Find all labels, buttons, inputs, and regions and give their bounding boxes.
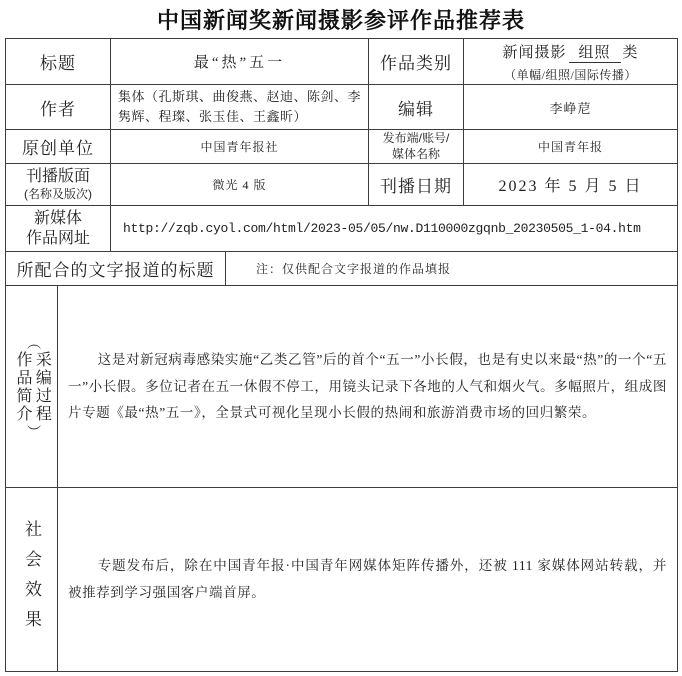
field-value-url: http://zqb.cyol.com/html/2023-05/05/nw.D110000zgqnb_20230505_1-04.htm [111,206,678,252]
field-label-effect [6,488,58,672]
effect-label-text: 社会效果 [22,519,41,640]
row-origin-channel [6,130,678,164]
field-label-editor: 编辑 [369,85,464,130]
field-value-origin: 中国青年报社 [111,130,369,164]
field-label-publish-date: 刊播日期 [369,164,464,206]
row-effect [6,488,678,672]
edition-label-line2: (名称及版次) [24,187,92,202]
field-label-edition [6,164,111,206]
recommendation-form-table [5,38,678,672]
row-author-editor [6,85,678,130]
intro-label-right: 采编过程 [33,350,51,423]
field-label-url [6,206,111,252]
field-label-author: 作者 [6,85,111,130]
field-value-edition: 微光 4 版 [111,164,369,206]
row-title-category [6,39,678,85]
channel-label-line2: 媒体名称 [392,146,441,161]
page-title: 中国新闻奖新闻摄影参评作品推荐表 [156,8,525,33]
intro-label-columns [13,351,51,423]
field-label-channel [369,130,464,164]
url-label-line2: 作品网址 [25,229,90,247]
url-label-line1: 新媒体 [33,209,82,227]
field-label-category: 作品类别 [369,39,464,85]
field-value-intro [58,286,678,488]
category-prefix: 新闻摄影 [502,44,567,61]
field-label-text-report: 所配合的文字报道的标题 [6,252,226,286]
category-options: （单幅/组照/国际传播） [504,67,637,82]
row-intro [6,286,678,488]
field-value-editor: 李峥苨 [464,85,678,130]
intro-paren-open: （ [24,335,39,350]
field-value-effect [58,488,678,672]
effect-paragraph: 专题发布后，除在中国青年报·中国青年网媒体矩阵传播外，还被 111 家媒体网站转载，并被推荐到学习强国客户端首屏。 [68,558,668,600]
field-label-intro [6,286,58,488]
effect-vertical-label [6,520,57,640]
field-value-title: 最“热”五一 [111,39,369,85]
edition-label-line1: 刊播版面 [25,168,90,186]
row-url [6,206,678,252]
intro-paren-close: ） [24,424,39,439]
category-choice: 组照 [569,41,621,63]
intro-vertical-label [6,336,57,438]
intro-paragraph: 这是对新冠病毒感染实施“乙类乙管”后的首个“五一”小长假，也是有史以来最“热”的一个“五一”小长假。多位记者在五一休假不停工，用镜头记录下各地的人气和烟火气。多幅照片，组成图片专题《最“热”五一》，全景式可视化呈现小长假的热闹和旅游消费市场的回归繁荣。 [68,352,668,420]
field-value-publish-date: 2023 年 5 月 5 日 [464,164,678,206]
row-text-report [6,252,678,286]
category-suffix: 类 [622,44,639,61]
field-value-category [464,39,678,85]
field-label-origin: 原创单位 [6,130,111,164]
field-value-author: 集体（孔斯琪、曲俊燕、赵迪、陈剑、李隽辉、程璨、张玉佳、王鑫昕） [111,85,369,130]
channel-label-line1: 发布端/账号/ [382,131,450,146]
category-line [464,41,677,63]
field-value-channel: 中国青年报 [464,130,678,164]
row-edition-date [6,164,678,206]
intro-label-left: 作品简介 [14,350,31,423]
field-label-title: 标题 [6,39,111,85]
field-note-text-report: 注：仅供配合文字报道的作品填报 [226,252,678,286]
